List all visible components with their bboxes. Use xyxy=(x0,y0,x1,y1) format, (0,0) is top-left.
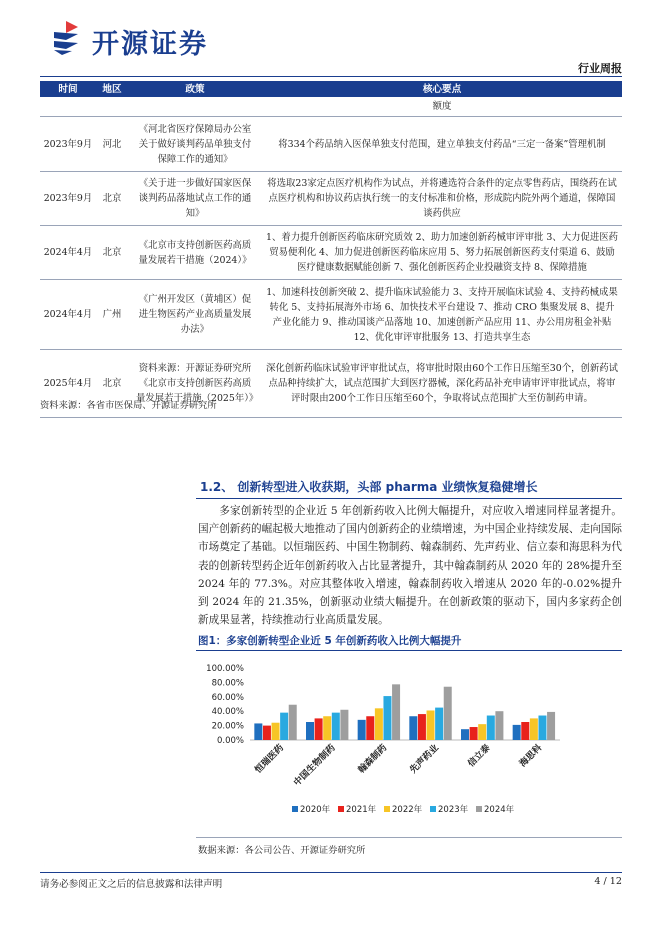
column-header-policy: 政策 xyxy=(128,81,262,97)
section-heading: 1.2、 创新转型进入收获期，头部 pharma 业绩恢复稳健增长 xyxy=(200,480,538,494)
chart-bar xyxy=(375,708,383,740)
table-cell-policy: 《关于进一步做好国家医保谈判药品落地试点工作的通知》 xyxy=(128,172,262,226)
section-divider xyxy=(196,498,622,499)
chart-bar xyxy=(530,718,538,740)
logo-icon xyxy=(52,20,80,56)
company-logo-text: 开源证券 xyxy=(92,29,208,60)
chart-bar xyxy=(358,720,366,740)
chart-bar xyxy=(513,725,521,740)
figure-divider xyxy=(196,650,622,651)
legend-label: 2023年 xyxy=(438,805,469,815)
table-cell-policy: 《广州开发区（黄埔区）促进生物医药产业高质量发展办法》 xyxy=(128,280,262,350)
table-row xyxy=(40,117,622,172)
chart-bar xyxy=(444,687,452,740)
chart-bar xyxy=(289,705,297,740)
x-tick-label: 恒瑞医药 xyxy=(253,743,286,776)
table-row-carryover xyxy=(40,97,622,117)
policy-table xyxy=(40,81,622,418)
chart-bar xyxy=(461,729,469,740)
table-row xyxy=(40,226,622,280)
table-cell-points: 深化创新药临床试验审评审批试点，将审批时限由60个工作日压缩至30个，创新药试点品种持续扩大，试点范围扩大到医疗器械，深化药品补充申请审评审批试点，将审评时限由200个工作日压缩至60个，争取将试点范围扩大至仿制药申请。 xyxy=(262,350,622,418)
chart-bar xyxy=(315,718,323,740)
table-row xyxy=(40,280,622,350)
y-tick-label: 40.00% xyxy=(211,707,244,718)
legend-swatch xyxy=(338,806,344,812)
legend-swatch xyxy=(384,806,390,812)
chart-category-labels xyxy=(252,741,545,788)
chart-bar xyxy=(495,711,503,740)
table-row xyxy=(40,172,622,226)
table-cell-region: 北京 xyxy=(96,226,128,280)
column-header-region: 地区 xyxy=(96,81,128,97)
x-tick-label: 中国生物制药 xyxy=(292,743,338,789)
chart-legend xyxy=(292,804,515,815)
legend-swatch xyxy=(476,806,482,812)
chart-bar xyxy=(538,716,546,740)
table-cell-time: 2024年4月 xyxy=(40,226,96,280)
table-header-row xyxy=(40,81,622,97)
chart-bar xyxy=(470,727,478,740)
chart-bar xyxy=(323,716,331,740)
bar-chart xyxy=(196,654,622,830)
table-cell-time: 2023年9月 xyxy=(40,172,96,226)
footer-disclaimer: 请务必参阅正文之后的信息披露和法律声明 xyxy=(40,879,223,890)
chart-bar xyxy=(254,723,262,740)
table-cell-region: 北京 xyxy=(96,172,128,226)
chart-bar xyxy=(418,714,426,740)
column-header-time: 时间 xyxy=(40,81,96,97)
y-tick-label: 80.00% xyxy=(211,678,244,689)
chart-bar xyxy=(263,726,271,740)
table-cell-policy: 《河北省医疗保障局办公室关于做好谈判药品单独支付保障工作的通知》 xyxy=(128,117,262,172)
chart-bar xyxy=(547,712,555,740)
chart-bar xyxy=(435,708,443,740)
legend-label: 2022年 xyxy=(392,805,423,815)
y-tick-label: 100.00% xyxy=(206,664,244,674)
figure-source-note: 数据来源：各公司公告、开源证券研究所 xyxy=(198,845,366,856)
chart-bar xyxy=(383,696,391,740)
chart-bar xyxy=(340,710,348,740)
table-cell-carryover: 额度 xyxy=(262,97,622,117)
report-type-label: 行业周报 xyxy=(578,62,622,75)
table-cell-region: 河北 xyxy=(96,117,128,172)
table-cell-region: 广州 xyxy=(96,280,128,350)
legend-label: 2021年 xyxy=(346,805,377,815)
chart-bar xyxy=(272,723,280,740)
chart-bar xyxy=(280,713,288,740)
legend-swatch xyxy=(292,806,298,812)
chart-bar xyxy=(487,716,495,740)
chart-bar xyxy=(392,684,400,740)
section-body xyxy=(198,502,622,629)
section-paragraph: 多家创新转型的企业近 5 年创新药收入比例大幅提升，对应收入增速同样显著提升。国产创新药的崛起极大地推动了国内创新药企的业绩增速，为中国企业持续发展、走向国际市场奠定了基础。以恒瑞医药、中国生物制药、翰森制药、先声药业、信立泰和海思科为代表的创新转型药企近年创新药收入占比显著提升，其中翰森制药从 2020 年的 28%提升至 2024 年的 77.3%。对应其整体收入增速，翰森制药收入增速从 2020 年的-0.02%提升到 2024 年的 21.35%，创新驱动业绩大幅提升。在创新政策的驱动下，国内多家药企创新成果显著，持续推动行业高质量发展。 xyxy=(198,505,622,627)
chart-bar xyxy=(366,716,374,740)
table-cell-time: 2025年4月 xyxy=(40,350,96,418)
table-cell-time: 2024年4月 xyxy=(40,280,96,350)
table-cell-points: 1、着力提升创新医药临床研究质效 2、助力加速创新药械审评审批 3、大力促进医药贸易便利化 4、加力促进创新医药临床应用 5、努力拓展创新医药支付渠道 6、鼓励医疗健康数据赋能创新 7、强化创新医药企业投融资支持 8、保障措施 xyxy=(262,226,622,280)
chart-bar xyxy=(332,713,340,740)
page-number: 4 / 12 xyxy=(594,876,622,887)
chart-bar xyxy=(521,722,529,740)
table-cell-policy: 《北京市支持创新医药高质量发展若干措施（2024）》 xyxy=(128,226,262,280)
legend-label: 2024年 xyxy=(484,805,515,815)
table-cell-points: 将334个药品纳入医保单独支付范围，建立单独支付药品“三定一备案”管理机制 xyxy=(262,117,622,172)
chart-bar xyxy=(306,722,314,740)
figure-title: 图1：多家创新转型企业近 5 年创新药收入比例大幅提升 xyxy=(198,635,462,647)
x-tick-label: 信立泰 xyxy=(466,743,493,770)
x-tick-label: 海思科 xyxy=(518,743,545,770)
chart-bar xyxy=(409,716,417,740)
table-cell-time: 2023年9月 xyxy=(40,117,96,172)
table-cell-region: 北京 xyxy=(96,350,128,418)
footer-divider xyxy=(40,872,622,873)
table-source-note: 资料来源：各省市医保局、开源证券研究所 xyxy=(40,400,217,411)
header-divider xyxy=(40,76,622,77)
column-header-points: 核心要点 xyxy=(262,81,622,97)
y-tick-label: 20.00% xyxy=(211,721,244,732)
table-cell-points: 1、加速科技创新突破 2、提升临床试验能力 3、支持开展临床试验 4、支持药械成果转化 5、支持拓展海外市场 6、加快技术平台建设 7、推动 CRO 集聚发展 8、提升产业化能力 9、推动国谈产品落地 10、加速创新产品应用 11、办公用房租金补贴 12、优化审评审批服务 13、打造共享生态 xyxy=(262,280,622,350)
y-tick-label: 60.00% xyxy=(211,692,244,703)
figure-bottom-divider xyxy=(196,837,622,838)
x-tick-label: 先声药业 xyxy=(408,743,441,776)
y-tick-label: 0.00% xyxy=(216,736,244,746)
table-cell-points: 将选取23家定点医疗机构作为试点，并将遴选符合条件的定点零售药店，围绕药在试点医疗机构和协议药店执行统一的支付标准和价格，形成院内院外两个通道，保障国谈药供应 xyxy=(262,172,622,226)
legend-label: 2020年 xyxy=(300,805,331,815)
x-tick-label: 翰森制药 xyxy=(356,743,390,776)
chart-bar xyxy=(478,724,486,740)
table-cell-policy-note: 资料来源：开源证券研究所 xyxy=(138,363,252,374)
table-cell-policy-title: 《北京市支持创新医药高质量发展若干措施（2025年）》 xyxy=(136,378,259,404)
chart-bar xyxy=(427,710,435,740)
chart-bars xyxy=(254,684,555,740)
legend-swatch xyxy=(430,806,436,812)
